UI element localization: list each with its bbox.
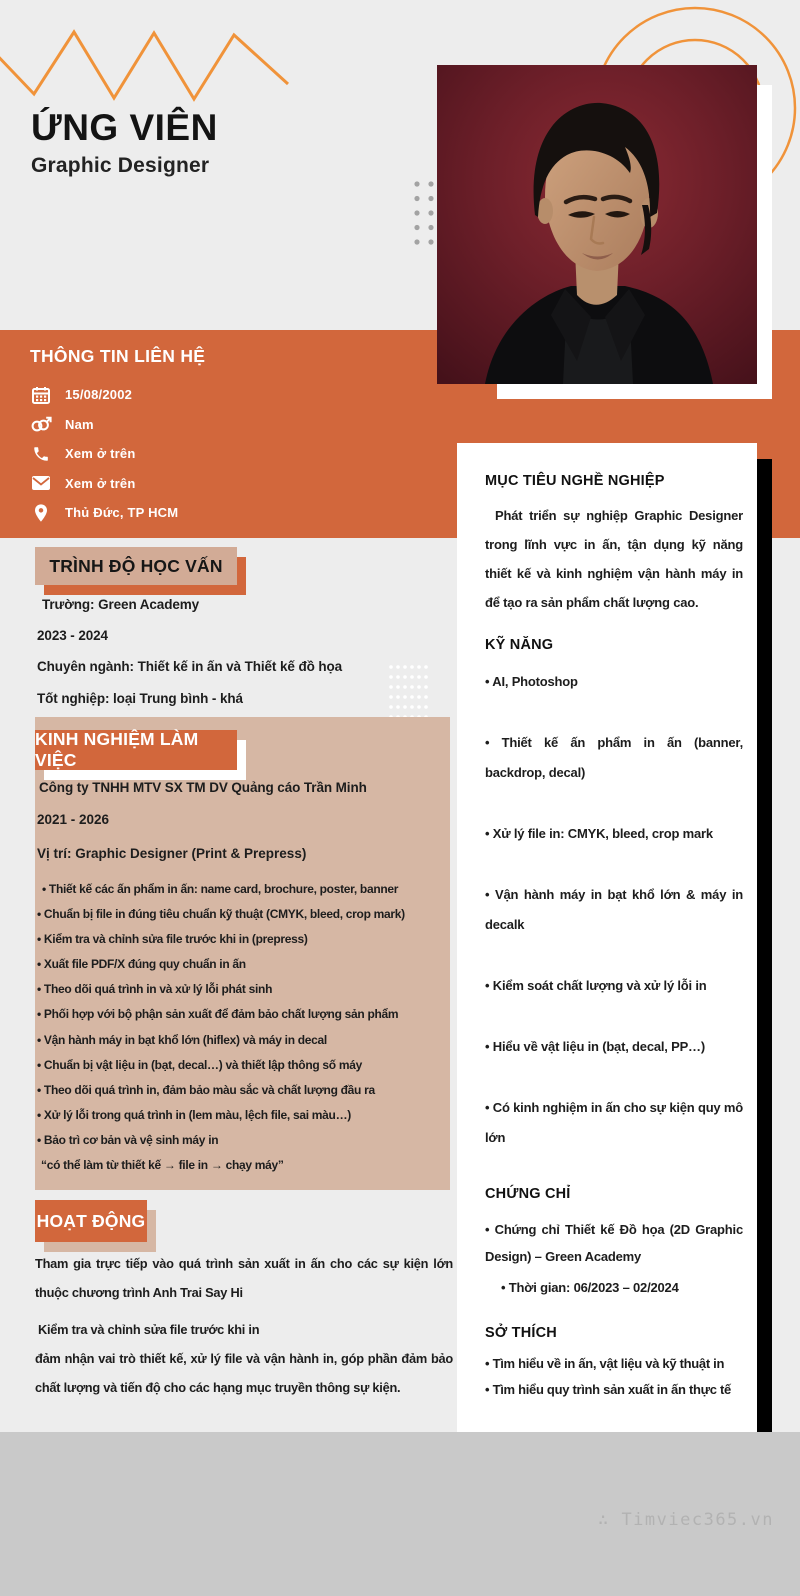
zigzag-decoration <box>0 22 295 112</box>
experience-bullet: • Phối hợp với bộ phận sản xuất để đảm bảo chất lượng sản phẩm <box>37 1007 399 1022</box>
experience-bullet: • Vận hành máy in bạt khổ lớn (hiflex) và máy in decal <box>37 1032 327 1047</box>
contact-phone: Xem ở trên <box>65 446 136 462</box>
experience-heading: KINH NGHIỆM LÀM VIỆC <box>35 729 199 770</box>
contact-email: Xem ở trên <box>65 475 136 491</box>
watermark-text: ∴ Timviec365.vn <box>597 1510 774 1530</box>
dot-grid-gray <box>410 178 440 248</box>
experience-section <box>35 717 450 1190</box>
experience-bullet: • Bảo trì cơ bản và vệ sinh máy in <box>37 1132 219 1147</box>
right-column-card <box>457 443 757 1498</box>
candidate-job-title: Graphic Designer <box>31 153 210 177</box>
contact-address: Thủ Đức, TP HCM <box>65 505 179 521</box>
experience-position: Vị trí: Graphic Designer (Print & Prepress) <box>37 846 307 861</box>
education-grade: Tốt nghiệp: loại Trung bình - khá <box>37 690 243 706</box>
candidate-photo <box>437 65 757 384</box>
contact-row-address <box>30 498 430 528</box>
skill-item: • Có kinh nghiệm in ấn cho sự kiện quy mô lớn <box>485 1100 743 1145</box>
contact-section <box>30 346 430 528</box>
header-block <box>31 108 218 178</box>
phone-icon <box>30 444 52 464</box>
education-major: Chuyên ngành: Thiết kế in ấn và Thiết kế đồ họa <box>37 659 343 675</box>
skill-item: • AI, Photoshop <box>485 674 578 689</box>
skill-item: • Vận hành máy in bạt khổ lớn & máy in decalk <box>485 887 743 932</box>
calendar-icon <box>30 385 52 405</box>
experience-bullet: • Theo dõi quá trình in và xử lý lỗi phát sinh <box>37 982 273 997</box>
contact-birthday: 15/08/2002 <box>65 387 133 403</box>
experience-bullet: • Xử lý lỗi trong quá trình in (lem màu, lệch file, sai màu…) <box>37 1107 351 1122</box>
skill-item: • Kiểm soát chất lượng và xử lý lỗi in <box>485 978 707 993</box>
skill-item: • Hiểu về vật liệu in (bạt, decal, PP…) <box>485 1039 705 1054</box>
experience-bullet: • Theo dõi quá trình in, đảm bảo màu sắc và chất lượng đầu ra <box>37 1082 375 1097</box>
experience-heading-box <box>35 730 237 770</box>
experience-company: Công ty TNHH MTV SX TM DV Quảng cáo Trần Minh <box>39 780 367 795</box>
education-years: 2023 - 2024 <box>37 628 108 644</box>
location-icon <box>30 503 52 523</box>
skill-item: • Thiết kế ấn phẩm in ấn (banner, backdrop, decal) <box>485 735 743 780</box>
experience-bullet: • Chuẩn bị vật liệu in (bạt, decal…) và thiết lập thông số máy <box>37 1057 362 1072</box>
activities-paragraph-2: Kiểm tra và chỉnh sửa file trước khi in <box>38 1322 260 1337</box>
hobby-item: • Tìm hiểu về in ấn, vật liệu và kỹ thuật in <box>485 1356 725 1371</box>
experience-bullet: • Thiết kế các ấn phẩm in ấn: name card, brochure, poster, banner <box>42 882 399 896</box>
certificate-period: • Thời gian: 06/2023 – 02/2024 <box>501 1280 679 1295</box>
candidate-name: ỨNG VIÊN <box>31 107 218 148</box>
contact-row-phone <box>30 439 430 469</box>
experience-bullet: • Chuẩn bị file in đúng tiêu chuẩn kỹ thuật (CMYK, bleed, crop mark) <box>37 907 405 922</box>
experience-bullet: • Kiểm tra và chỉnh sửa file trước khi in (prepress) <box>37 932 308 947</box>
skills-list <box>485 667 743 1153</box>
hobby-item: • Tìm hiểu quy trình sản xuất in ấn thực tế <box>485 1382 731 1397</box>
envelope-icon <box>30 473 52 493</box>
education-school: Trường: Green Academy <box>42 597 200 612</box>
contact-row-gender <box>30 410 430 440</box>
certificates-heading: CHỨNG CHỈ <box>485 1186 571 1202</box>
contact-row-birthday <box>30 380 430 410</box>
experience-bullet-list <box>37 877 449 1178</box>
education-heading: TRÌNH ĐỘ HỌC VẤN <box>49 555 223 576</box>
skill-item: • Xử lý file in: CMYK, bleed, crop mark <box>485 826 713 841</box>
activities-heading: HOẠT ĐỘNG <box>36 1210 146 1231</box>
experience-period: 2021 - 2026 <box>37 812 110 827</box>
education-heading-box <box>35 547 237 585</box>
gender-icon <box>30 414 52 434</box>
objective-heading: MỤC TIÊU NGHỀ NGHIỆP <box>485 473 665 489</box>
footer-strip <box>0 1432 800 1596</box>
skills-heading: KỸ NĂNG <box>485 637 554 653</box>
contact-row-email <box>30 469 430 499</box>
activities-paragraph-3: đảm nhận vai trò thiết kế, xử lý file và vận hành in, góp phần đảm bảo chất lượng và tiến độ cho các hạng mục truyền thông sự kiện. <box>35 1351 453 1395</box>
certificate-item: • Chứng chỉ Thiết kế Đồ họa (2D Graphic Design) – Green Academy <box>485 1222 743 1264</box>
activities-heading-box <box>35 1200 147 1242</box>
activities-paragraph-1: Tham gia trực tiếp vào quá trình sản xuất in ấn cho các sự kiện lớn thuộc chương trình Anh Trai Say Hi <box>35 1256 453 1300</box>
objective-text: Phát triển sự nghiệp Graphic Designer trong lĩnh vực in ấn, tận dụng kỹ năng thiết kế và kinh nghiệm vận hành máy in để tạo ra sản phẩm chất lượng cao. <box>485 508 743 610</box>
hobbies-heading: SỞ THÍCH <box>485 1325 557 1341</box>
contact-heading: THÔNG TIN LIÊN HỆ <box>30 346 206 366</box>
experience-bullet: • Xuất file PDF/X đúng quy chuẩn in ấn <box>37 957 246 972</box>
experience-quote: “có thể làm từ thiết kế → file in → chạy máy” <box>41 1158 284 1173</box>
contact-gender: Nam <box>65 416 94 432</box>
